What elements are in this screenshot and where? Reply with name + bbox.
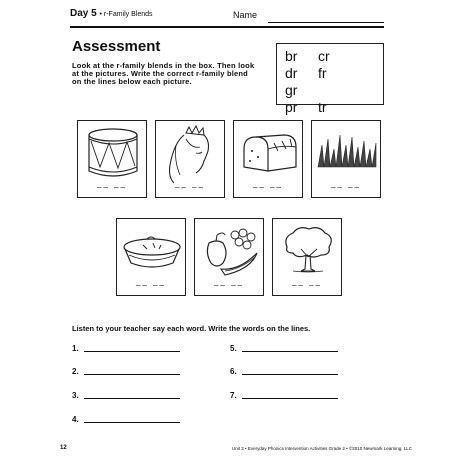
word-input[interactable] [84,398,180,399]
day-label: Day 5 [70,8,97,19]
page-title: Assessment [72,38,161,55]
answer-lines: __ __ [330,179,362,188]
answer-lines: __ __ [213,277,245,286]
word-number: 7. [230,391,237,400]
blend-box [276,43,384,115]
word-input[interactable] [242,351,338,352]
day-heading [70,8,153,19]
answer-lines: __ __ [291,277,323,286]
picture-card-bread [233,120,303,198]
word-input[interactable] [84,351,180,352]
listen-instructions: Listen to your teacher say each word. Write the words on the lines. [72,324,311,333]
blend-item: cr [318,48,330,64]
blend-item: dr [285,65,298,81]
picture-card-grass [311,120,381,198]
blend-item: tr [318,99,327,115]
picture-card-pie [116,218,186,296]
word-number: 1. [72,344,79,353]
word-line-1 [72,344,180,353]
answer-lines: __ __ [135,277,167,286]
word-number: 6. [230,367,237,376]
word-line-2 [72,367,180,376]
word-number: 4. [72,415,79,424]
blend-row [285,99,383,116]
answer-lines: __ __ [96,179,128,188]
word-line-5 [230,344,338,353]
word-input[interactable] [84,422,180,423]
blend-item: fr [318,65,327,81]
picture-card-princess [155,120,225,198]
word-line-6 [230,367,338,376]
instructions-text: Look at the r-family blends in the box. Then look at the pictures. Write the correct r-family blend on the lines below each picture. [72,61,255,86]
blend-item: br [285,48,298,64]
word-number: 5. [230,344,237,353]
word-line-7 [230,391,338,400]
blend-item: pr [285,99,298,115]
word-input[interactable] [84,374,180,375]
picture-card-tree [272,218,342,296]
word-line-3 [72,391,180,400]
day-subtitle: • r-Family Blends [99,11,153,18]
word-number: 3. [72,391,79,400]
word-input[interactable] [242,374,338,375]
name-field[interactable] [268,22,384,23]
header-rule [70,26,384,28]
word-input[interactable] [242,398,338,399]
blend-row [285,48,383,65]
answer-lines: __ __ [252,179,284,188]
answer-lines: __ __ [174,179,206,188]
blend-row [285,65,383,99]
word-number: 2. [72,367,79,376]
name-label: Name [233,10,258,20]
blend-item: gr [285,82,298,98]
picture-card-fruit [194,218,264,296]
picture-card-drum [77,120,147,198]
word-line-4 [72,415,180,424]
page-number: 12 [60,445,67,451]
footer-credit: Unit 2 • Everyday Phonics Intervention Activities Grade 2 • ©2010 Newmark Learning, LLC [232,446,413,451]
